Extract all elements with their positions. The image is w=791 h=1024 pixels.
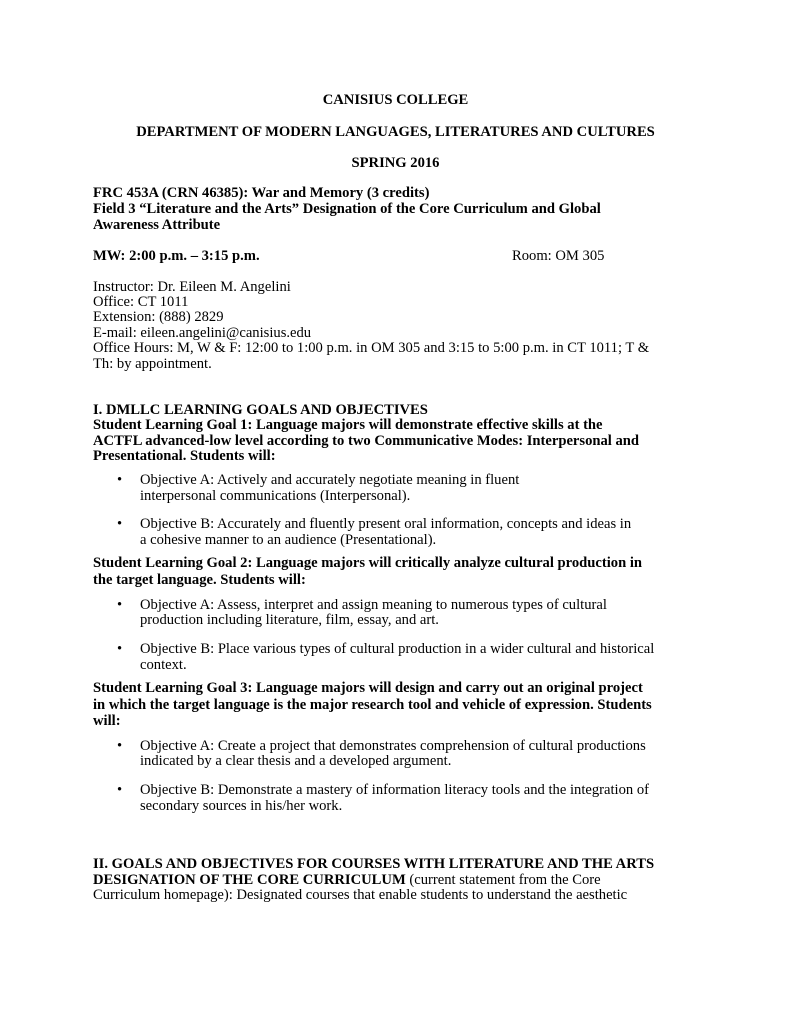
- goal2-objective-a-line1: Objective A: Assess, interpret and assign meaning to numerous types of cultural: [140, 597, 607, 613]
- course-room: Room: OM 305: [512, 248, 605, 264]
- bullet-icon: •: [117, 472, 123, 488]
- goal2-objective-b-line2: context.: [140, 657, 187, 673]
- instructor-office: Office: CT 1011: [93, 294, 189, 310]
- section2-heading-line1: II. GOALS AND OBJECTIVES FOR COURSES WITH LITERATURE AND THE ARTS: [93, 856, 655, 872]
- goal1-line2: ACTFL advanced-low level according to two Communicative Modes: Interpersonal and: [93, 433, 640, 449]
- bullet-icon: •: [117, 641, 123, 657]
- goal2-line2: the target language. Students will:: [93, 572, 306, 588]
- goal1-objective-b-line2: a cohesive manner to an audience (Presentational).: [140, 532, 437, 548]
- instructor-email: E-mail: eileen.angelini@canisius.edu: [93, 325, 312, 341]
- goal3-objective-a-line2: indicated by a clear thesis and a developed argument.: [140, 753, 452, 769]
- bullet-icon: •: [117, 516, 123, 532]
- course-schedule: MW: 2:00 p.m. – 3:15 p.m.: [93, 248, 260, 264]
- goal1-line3: Presentational. Students will:: [93, 448, 276, 464]
- goal2-objective-b-line1: Objective B: Place various types of cultural production in a wider cultural and historical: [140, 641, 655, 657]
- section1-heading: I. DMLLC LEARNING GOALS AND OBJECTIVES: [93, 402, 428, 418]
- college-name: CANISIUS COLLEGE: [322, 92, 469, 108]
- section2-heading-line2: [93, 872, 601, 888]
- department-name: DEPARTMENT OF MODERN LANGUAGES, LITERATURES AND CULTURES: [136, 124, 655, 140]
- course-designation-line1: Field 3 “Literature and the Arts” Designation of the Core Curriculum and Global: [93, 201, 601, 217]
- goal3-line2: in which the target language is the major research tool and vehicle of expression. Students: [93, 697, 652, 713]
- term: SPRING 2016: [351, 155, 440, 171]
- goal3-line1: Student Learning Goal 3: Language majors will design and carry out an original project: [93, 680, 643, 696]
- goal3-objective-b-line2: secondary sources in his/her work.: [140, 798, 343, 814]
- office-hours-line2: Th: by appointment.: [93, 356, 212, 372]
- office-hours-line1: Office Hours: M, W & F: 12:00 to 1:00 p.m. in OM 305 and 3:15 to 5:00 p.m. in CT 1011; T &: [93, 340, 650, 356]
- bullet-icon: •: [117, 597, 123, 613]
- goal2-objective-a-line2: production including literature, film, essay, and art.: [140, 612, 439, 628]
- goal1-objective-a-line2: interpersonal communications (Interpersonal).: [140, 488, 411, 504]
- course-designation-line2: Awareness Attribute: [93, 217, 221, 233]
- section2-line3: Curriculum homepage): Designated courses that enable students to understand the aesthetic: [93, 887, 628, 903]
- goal1-objective-b-line1: Objective B: Accurately and fluently present oral information, concepts and ideas in: [140, 516, 632, 532]
- goal3-objective-b-line1: Objective B: Demonstrate a mastery of information literacy tools and the integration of: [140, 782, 650, 798]
- section2-heading-bold: DESIGNATION OF THE CORE CURRICULUM: [93, 872, 406, 888]
- goal1-line1: Student Learning Goal 1: Language majors will demonstrate effective skills at the: [93, 417, 603, 433]
- section2-heading-rest: (current statement from the Core: [405, 872, 601, 888]
- bullet-icon: •: [117, 782, 123, 798]
- goal3-objective-a-line1: Objective A: Create a project that demonstrates comprehension of cultural productions: [140, 738, 646, 754]
- goal1-objective-a-line1: Objective A: Actively and accurately negotiate meaning in fluent: [140, 472, 520, 488]
- instructor-extension: Extension: (888) 2829: [93, 309, 224, 325]
- bullet-icon: •: [117, 738, 123, 754]
- goal2-line1: Student Learning Goal 2: Language majors will critically analyze cultural production in: [93, 555, 643, 571]
- goal3-line3: will:: [93, 713, 121, 729]
- instructor-name: Instructor: Dr. Eileen M. Angelini: [93, 279, 291, 295]
- course-title: FRC 453A (CRN 46385): War and Memory (3 credits): [93, 185, 430, 201]
